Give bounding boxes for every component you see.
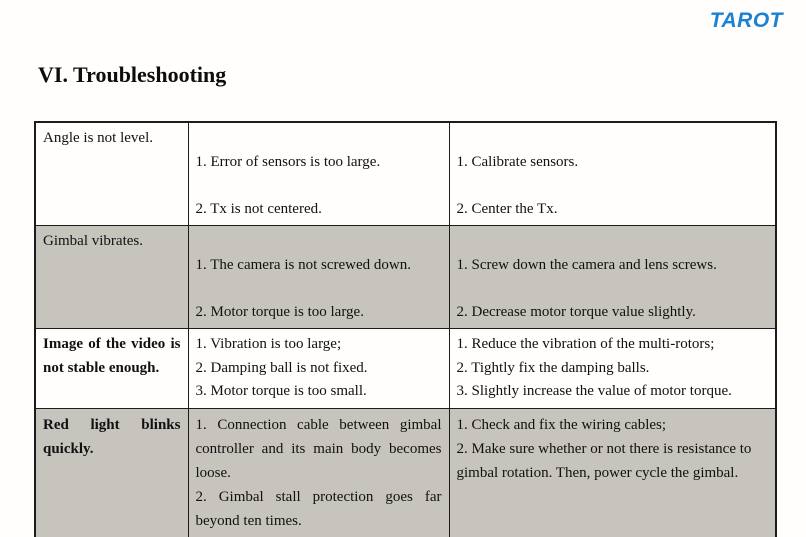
solution-cell	[449, 329, 776, 409]
cause-item: 1. Connection cable between gimbal controller and its main body becomes loose.	[195, 416, 442, 481]
cause-item: 1. Vibration is too large;	[195, 336, 342, 352]
problem-text: Image of the video is not stable enough.	[43, 336, 181, 376]
solution-item: 2. Center the Tx.	[456, 201, 558, 217]
solution-cell	[449, 226, 776, 329]
cause-item: 2. Gimbal stall protection goes far beyond ten times.	[195, 488, 442, 529]
table-row	[35, 408, 776, 537]
solution-item: 3. Slightly increase the value of motor torque.	[456, 383, 732, 399]
problem-text: Angle is not level.	[43, 130, 153, 146]
problem-text: Red light blinks quickly.	[43, 416, 181, 457]
problem-cell	[35, 329, 188, 409]
troubleshooting-table	[34, 121, 777, 537]
cause-item: 2. Damping ball is not fixed.	[195, 359, 368, 376]
solution-item: 2. Make sure whether or not there is resistance to gimbal rotation. Then, power cycle the gimbal.	[456, 440, 752, 481]
page-title: VI. Troubleshooting	[38, 62, 227, 87]
cause-item: 1. The camera is not screwed down.	[195, 257, 411, 273]
solution-item: 1. Calibrate sensors.	[456, 154, 579, 170]
solution-item: 2. Decrease motor torque value slightly.	[456, 304, 696, 320]
cause-item: 3. Motor torque is too small.	[195, 383, 367, 399]
problem-text: Gimbal vibrates.	[43, 233, 143, 249]
solution-cell	[449, 122, 776, 226]
cause-cell	[188, 408, 449, 537]
solution-cell	[449, 408, 776, 537]
cause-cell	[188, 329, 449, 409]
cause-cell	[188, 226, 449, 329]
cause-item: 2. Tx is not centered.	[195, 201, 322, 217]
solution-item: 1. Screw down the camera and lens screws.	[456, 257, 717, 273]
solution-item: 1. Check and fix the wiring cables;	[456, 416, 667, 433]
brand-logo: TAROT	[709, 9, 783, 32]
table-row	[35, 329, 776, 409]
table-row	[35, 226, 776, 329]
problem-cell	[35, 408, 188, 537]
table-row	[35, 122, 776, 226]
problem-cell	[35, 226, 188, 329]
problem-cell	[35, 122, 188, 226]
cause-item: 2. Motor torque is too large.	[195, 304, 364, 320]
cause-cell	[188, 122, 449, 226]
solution-item: 2. Tightly fix the damping balls.	[456, 359, 650, 376]
solution-item: 1. Reduce the vibration of the multi-rotors;	[456, 336, 715, 352]
cause-item: 1. Error of sensors is too large.	[195, 154, 381, 170]
